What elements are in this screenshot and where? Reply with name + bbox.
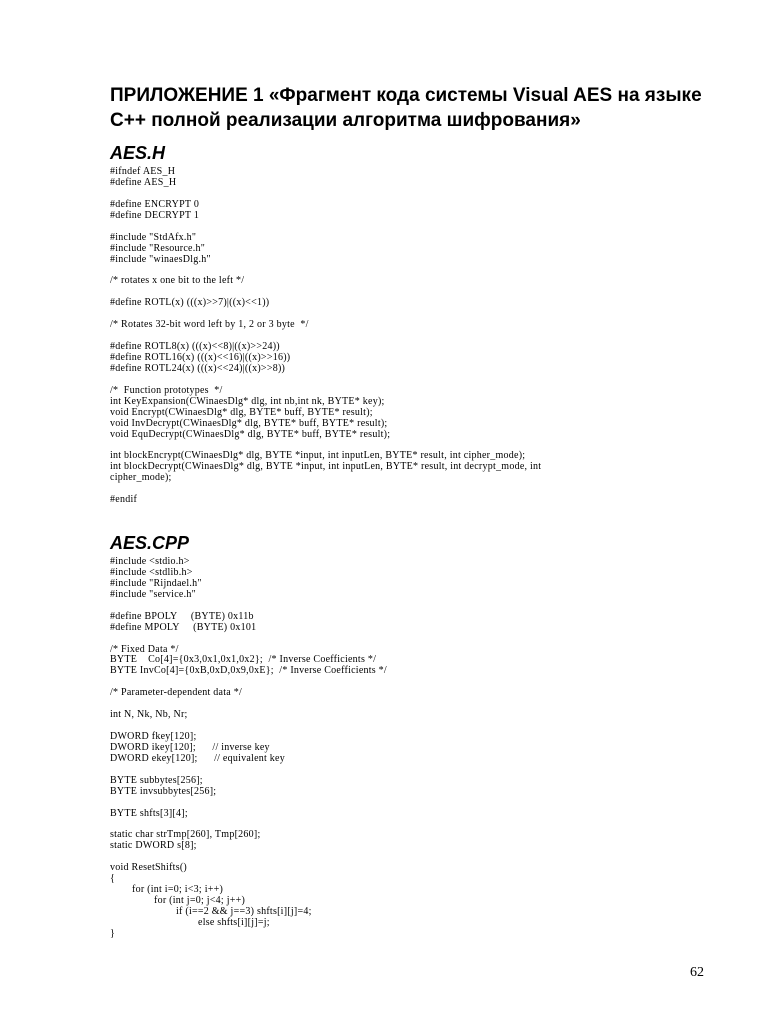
code-line: /* Parameter-dependent data */ xyxy=(110,687,242,699)
code-line: for (int j=0; j<4; j++) xyxy=(110,895,246,907)
code-line: cipher_mode); xyxy=(110,472,172,484)
code-line: #define BPOLY (BYTE) 0x11b xyxy=(110,610,254,622)
code-line: int KeyExpansion(CWinaesDlg* dlg, int nb,int nk, BYTE* key); xyxy=(110,395,385,407)
code-line: DWORD fkey[120]; xyxy=(110,731,197,742)
code-line: } xyxy=(110,927,116,939)
code-line: #define ROTL24(x) (((x)<<24)|((x)>>8)) xyxy=(110,362,286,374)
code-line: /* Rotates 32-bit word left by 1, 2 or 3 byte */ xyxy=(110,319,309,331)
code-line: #define ROTL16(x) (((x)<<16)|((x)>>16)) xyxy=(110,351,291,363)
code-line: #define ENCRYPT 0 xyxy=(110,198,200,210)
code-line: void ResetShifts() xyxy=(110,862,187,874)
code-block-aes-h xyxy=(110,167,720,506)
code-line: #define AES_H xyxy=(110,176,177,188)
code-line: DWORD ikey[120]; // inverse key xyxy=(110,741,270,753)
code-line xyxy=(110,222,720,233)
code-line: for (int i=0; i<3; i++) xyxy=(110,884,224,896)
code-line: #define ROTL8(x) (((x)<<8)|((x)>>24)) xyxy=(110,341,280,352)
code-line: if (i==2 && j==3) shfts[i][j]=4; xyxy=(110,906,312,917)
appendix-title: ПРИЛОЖЕНИЕ 1 «Фрагмент кода системы Visual AES на языке С++ полной реализации алгоритма шифрования» xyxy=(110,85,702,131)
section-heading-aes-cpp: AES.CPP xyxy=(110,533,190,553)
code-line: else shfts[i][j]=j; xyxy=(110,916,270,928)
code-line xyxy=(110,852,720,863)
code-line: #define ROTL(x) (((x)>>7)|((x)<<1)) xyxy=(110,297,270,309)
code-line xyxy=(110,634,720,645)
code-line: static char strTmp[260], Tmp[260]; xyxy=(110,829,261,841)
code-line xyxy=(110,798,720,809)
code-line: #include "winaesDlg.h" xyxy=(110,253,211,265)
code-line: { xyxy=(110,873,116,885)
code-line: DWORD ekey[120]; // equivalent key xyxy=(110,752,285,764)
code-line xyxy=(110,699,720,710)
code-line: static DWORD s[8]; xyxy=(110,840,197,852)
code-line: int N, Nk, Nb, Nr; xyxy=(110,709,188,721)
code-line: int blockDecrypt(CWinaesDlg* dlg, BYTE *input, int inputLen, BYTE* result, int decrypt_mode, int xyxy=(110,461,542,473)
code-line xyxy=(110,189,720,200)
code-line: #include "Resource.h" xyxy=(110,242,206,254)
code-line: #endif xyxy=(110,494,138,506)
code-line: /* rotates x one bit to the left */ xyxy=(110,275,245,287)
section-heading-aes-h: AES.H xyxy=(110,143,166,163)
code-line: BYTE InvCo[4]={0xB,0xD,0x9,0xE}; /* Inverse Coefficients */ xyxy=(110,665,387,677)
code-line: #include "StdAfx.h" xyxy=(110,231,197,243)
code-line: #include <stdio.h> xyxy=(110,556,190,567)
code-line: void InvDecrypt(CWinaesDlg* dlg, BYTE* buff, BYTE* result); xyxy=(110,417,388,429)
code-line: #define DECRYPT 1 xyxy=(110,209,200,221)
code-line: int blockEncrypt(CWinaesDlg* dlg, BYTE *input, int inputLen, BYTE* result, int cipher_mode); xyxy=(110,450,526,462)
code-line: #ifndef AES_H xyxy=(110,166,176,177)
code-line xyxy=(110,721,720,732)
code-line: /* Function prototypes */ xyxy=(110,384,223,396)
code-line: #include "service.h" xyxy=(110,588,196,600)
code-line: BYTE Co[4]={0x3,0x1,0x1,0x2}; /* Inverse Coefficients */ xyxy=(110,654,377,666)
code-line: #include <stdlib.h> xyxy=(110,566,193,578)
page-number: 62 xyxy=(690,965,704,980)
code-block-aes-cpp xyxy=(110,557,720,940)
code-line xyxy=(110,484,720,495)
code-line: #define MPOLY (BYTE) 0x101 xyxy=(110,621,257,633)
code-line: void EquDecrypt(CWinaesDlg* dlg, BYTE* buff, BYTE* result); xyxy=(110,428,391,440)
code-line: #include "Rijndael.h" xyxy=(110,577,202,589)
code-line: /* Fixed Data */ xyxy=(110,643,179,655)
code-line: BYTE subbytes[256]; xyxy=(110,774,203,786)
code-line: void Encrypt(CWinaesDlg* dlg, BYTE* buff, BYTE* result); xyxy=(110,406,373,418)
code-line: BYTE shfts[3][4]; xyxy=(110,807,188,819)
code-line: BYTE invsubbytes[256]; xyxy=(110,785,217,797)
